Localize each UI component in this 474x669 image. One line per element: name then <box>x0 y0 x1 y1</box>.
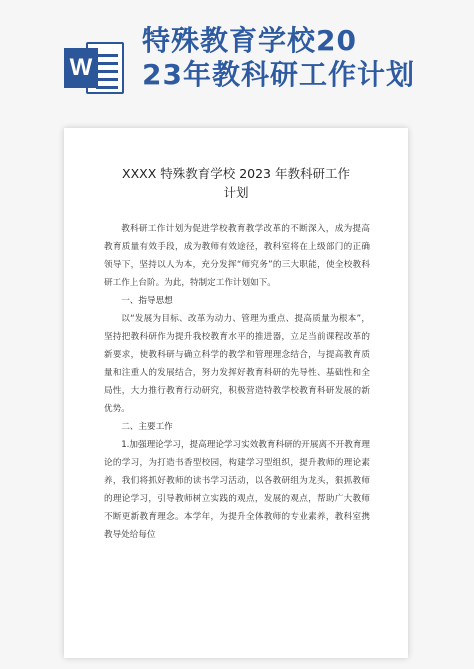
banner-title-line2: 23年教科研工作计划 <box>142 58 415 91</box>
document-title-line1: XXXX 特殊教育学校 2023 年教科研工作 <box>122 166 350 181</box>
banner-title <box>142 24 462 92</box>
section-heading-main-work: 二、主要工作 <box>121 422 173 432</box>
intro-paragraph: 教科研工作计划为促进学校教育教学改革的不断深入，成为提高教育质量有效手段，成为教师有效途径，教科室将在上级部门的正确领导下，坚持以人为本，充分发挥“师究务”的三大职能，使全校教科研工作上台阶。为此，特制定工作计划如下。 <box>104 224 370 288</box>
banner <box>0 0 474 120</box>
document-title <box>94 164 378 202</box>
banner-title-line1: 特殊教育学校20 <box>142 24 357 57</box>
word-badge-icon: W <box>64 48 98 88</box>
document-title-line2: 计划 <box>223 185 249 200</box>
word-document-icon <box>64 40 124 96</box>
section-heading-guiding-ideology: 一、指导思想 <box>121 296 173 306</box>
guiding-ideology-paragraph: 以“发展为目标、改革为动力、管理为重点、提高质量为根本”，坚持把教科研作为提升我校教育水平的推进器，立足当前课程改革的新要求，使教科研与确立科学的教学和管理理念结合，与提高教育质量和注重人的发展结合，努力发挥好教育科研的先导性、基础性和全局性，大力推行教育行动研究，积极营造特教学校教育科研发展的新优势。 <box>104 314 370 414</box>
document-page <box>64 128 408 658</box>
document-body <box>104 220 370 544</box>
main-work-paragraph: 1.加强理论学习，提高理论学习实效教育科研的开展离不开教育理论的学习，为打造书香型校园，构建学习型组织，提升教师的理论素养，我们将抓好教师的读书学习活动，以各教研组为龙头，狠抓教师的理论学习，引导教师树立实践的观点，发展的观点，帮助广大教师不断更新教育理念。本学年，为提升全体教师的专业素养，教科室携教导处给每位 <box>104 440 371 540</box>
